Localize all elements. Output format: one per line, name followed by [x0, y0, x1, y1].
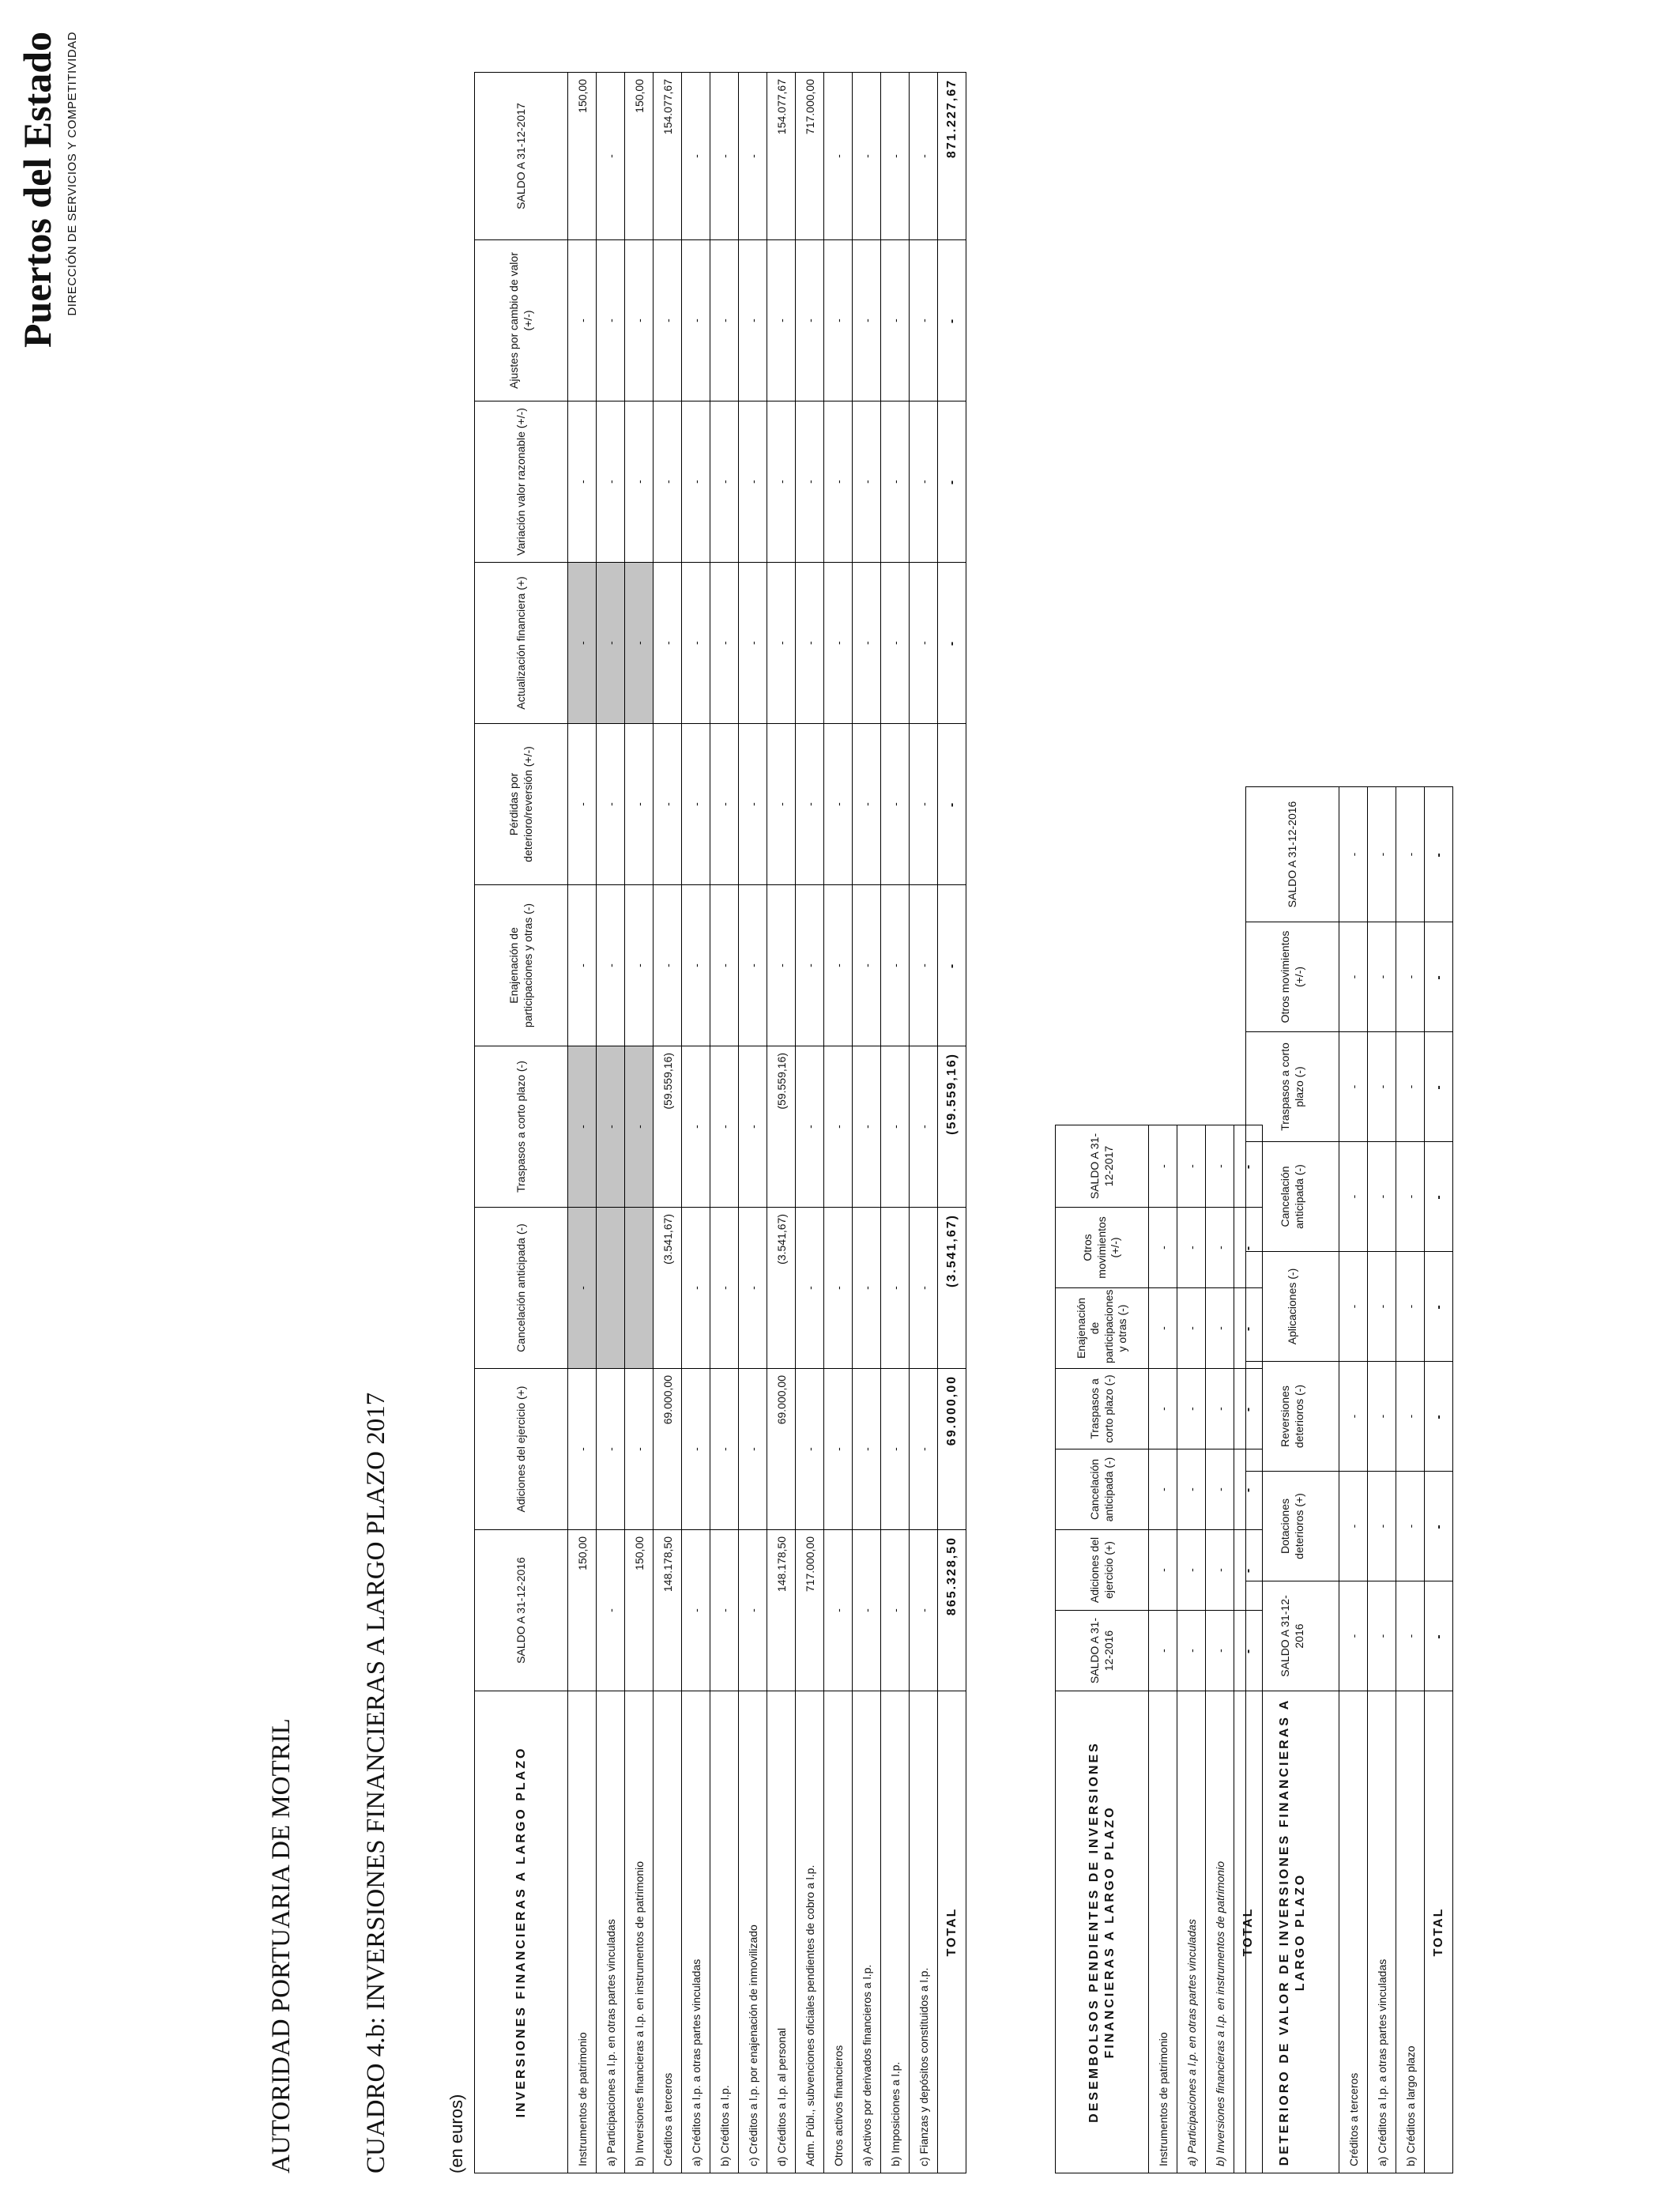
table-row [881, 73, 910, 2173]
total-cell: - [938, 885, 966, 1046]
table-row [853, 73, 881, 2173]
table-cell: - [1177, 1611, 1206, 1691]
total-cell: - [1425, 787, 1453, 922]
authority-name: AUTORIDAD PORTUARIA DE MOTRIL [267, 1718, 296, 2173]
table-cell: 717.000,00 [796, 73, 824, 240]
table-cell: - [1149, 1530, 1177, 1611]
table-cell: - [682, 1208, 710, 1369]
table-cell: - [739, 401, 767, 563]
table-cell: - [1206, 1530, 1234, 1611]
table-cell: - [853, 401, 881, 563]
table-cell: - [682, 73, 710, 240]
table-row [1368, 787, 1396, 2173]
total-cell: - [1425, 1581, 1453, 1691]
table-cell: - [710, 401, 739, 563]
table-cell: - [597, 724, 625, 885]
column-header: Actualización financiera (+) [475, 563, 568, 724]
table-cell: - [597, 240, 625, 401]
total-cell: - [1234, 1449, 1263, 1530]
pending-disbursements-table [1055, 1125, 1263, 2173]
table-cell: - [597, 1530, 625, 1691]
table-cell: - [910, 73, 938, 240]
total-label: TOTAL [1234, 1691, 1263, 2173]
total-cell: - [1425, 922, 1453, 1032]
total-cell: 871.227,67 [938, 73, 966, 240]
table-cell: (59.559,16) [767, 1046, 796, 1208]
table-cell: - [682, 401, 710, 563]
table-cell [625, 1208, 654, 1369]
table-cell: - [853, 1046, 881, 1208]
table-cell: - [910, 401, 938, 563]
table-cell: - [625, 401, 654, 563]
table-cell: - [568, 563, 597, 724]
table-cell: - [853, 73, 881, 240]
table-row [1149, 1125, 1177, 2173]
column-header: Ajustes por cambio de valor (+/-) [475, 240, 568, 401]
table-row [710, 73, 739, 2173]
table-cell: - [568, 1046, 597, 1208]
column-header: SALDO A 31-12-2016 [1056, 1611, 1149, 1691]
table-cell: - [654, 240, 682, 401]
total-cell: 69.000,00 [938, 1369, 966, 1530]
column-header: DETERIORO DE VALOR DE INVERSIONES FINANCIERAS A LARGO PLAZO [1246, 1691, 1339, 2173]
table-cell: 69.000,00 [767, 1369, 796, 1530]
table-cell: - [1396, 1142, 1425, 1252]
table-cell: - [767, 401, 796, 563]
table-cell: - [824, 1046, 853, 1208]
table-cell: - [767, 240, 796, 401]
table-cell: - [853, 885, 881, 1046]
total-label: TOTAL [1425, 1691, 1453, 2173]
table-row [654, 73, 682, 2173]
table-cell: - [796, 724, 824, 885]
table-cell: - [568, 240, 597, 401]
row-label: b) Inversiones financieras a l.p. en instrumentos de patrimonio [1206, 1691, 1234, 2173]
table-cell: - [682, 885, 710, 1046]
column-header: Adiciones del ejercicio (+) [1056, 1530, 1149, 1611]
table-cell: - [739, 1369, 767, 1530]
column-header: Otros movimientos (+/-) [1246, 922, 1339, 1032]
table-cell: - [682, 1530, 710, 1691]
table-cell: - [1368, 1032, 1396, 1142]
table-cell: - [568, 401, 597, 563]
table-cell: - [853, 563, 881, 724]
table-cell: - [1368, 1472, 1396, 1581]
column-header: Otros movimientos (+/-) [1056, 1208, 1149, 1288]
table-cell: - [1149, 1288, 1177, 1369]
column-header: DESEMBOLSOS PENDIENTES DE INVERSIONES FINANCIERAS A LARGO PLAZO [1056, 1691, 1149, 2173]
total-cell: - [938, 240, 966, 401]
table-cell: - [1396, 787, 1425, 922]
total-cell: - [938, 401, 966, 563]
table-cell: 148.178,50 [654, 1530, 682, 1691]
row-label: b) Créditos a l.p. [710, 1691, 739, 2173]
table-cell: - [1396, 1581, 1425, 1691]
column-header: Traspasos a corto plazo (-) [1056, 1369, 1149, 1449]
table-cell: - [654, 401, 682, 563]
table-cell: - [739, 1208, 767, 1369]
table-cell: - [739, 240, 767, 401]
row-label: b) Inversiones financieras a l.p. en instrumentos de patrimonio [625, 1691, 654, 2173]
table-cell: - [767, 563, 796, 724]
table-cell: - [824, 1208, 853, 1369]
table-cell: - [1368, 1252, 1396, 1362]
table-cell: - [1368, 787, 1396, 922]
table-cell: - [597, 563, 625, 724]
table-cell: - [1396, 1252, 1425, 1362]
table-cell: - [1206, 1125, 1234, 1208]
total-cell: - [1234, 1208, 1263, 1288]
table-cell: - [682, 724, 710, 885]
table-cell: - [597, 73, 625, 240]
table-row [1396, 787, 1425, 2173]
table-cell: - [739, 73, 767, 240]
long-term-investments-table [474, 72, 966, 2173]
table-cell: - [853, 1208, 881, 1369]
column-header: Variación valor razonable (+/-) [475, 401, 568, 563]
table-cell: - [910, 563, 938, 724]
table-cell: - [796, 1369, 824, 1530]
table-cell: - [1368, 922, 1396, 1032]
table-cell: - [568, 1369, 597, 1530]
row-label: a) Créditos a l.p. a otras partes vinculadas [1368, 1691, 1396, 2173]
table-cell: - [1339, 1142, 1368, 1252]
table-row [1339, 787, 1368, 2173]
column-header: Reversiones deterioros (-) [1246, 1362, 1339, 1472]
table-cell: - [710, 563, 739, 724]
table-cell: - [824, 73, 853, 240]
table-cell: - [1177, 1208, 1206, 1288]
table-cell: 717.000,00 [796, 1530, 824, 1691]
row-label: Instrumentos de patrimonio [568, 1691, 597, 2173]
table-cell: - [739, 885, 767, 1046]
table-cell: (3.541,67) [654, 1208, 682, 1369]
total-cell: - [1425, 1142, 1453, 1252]
row-label: Créditos a terceros [1339, 1691, 1368, 2173]
table-cell: 154.077,67 [767, 73, 796, 240]
column-header: SALDO A 31-12-2016 [1246, 787, 1339, 922]
row-label: Instrumentos de patrimonio [1149, 1691, 1177, 2173]
table-row [796, 73, 824, 2173]
table-cell: - [824, 240, 853, 401]
table-cell: - [881, 1530, 910, 1691]
table-cell: 148.178,50 [767, 1530, 796, 1691]
table-cell: - [625, 885, 654, 1046]
table-cell: - [910, 1530, 938, 1691]
table-cell: - [910, 1046, 938, 1208]
row-label: Otros activos financieros [824, 1691, 853, 2173]
total-cell: - [1234, 1288, 1263, 1369]
table-cell: - [796, 563, 824, 724]
table-cell: - [1339, 1472, 1368, 1581]
table-cell: - [625, 563, 654, 724]
row-label: d) Créditos a l.p. al personal [767, 1691, 796, 2173]
table-cell: - [824, 1369, 853, 1530]
table-cell: - [853, 1530, 881, 1691]
table-cell: - [824, 724, 853, 885]
table-cell: 150,00 [568, 73, 597, 240]
table-cell: - [682, 1369, 710, 1530]
table-cell: - [881, 885, 910, 1046]
table-cell: - [853, 1369, 881, 1530]
brand-subtitle: DIRECCIÓN DE SERVICIOS Y COMPETITIVIDAD [66, 32, 79, 316]
row-label: c) Créditos a l.p. por enajenación de inmovilizado [739, 1691, 767, 2173]
table-cell: - [881, 1369, 910, 1530]
table-cell: - [710, 240, 739, 401]
table-cell: - [1206, 1369, 1234, 1449]
table-row [910, 73, 938, 2173]
table-row [625, 73, 654, 2173]
table-cell: - [1368, 1581, 1396, 1691]
table-cell: - [568, 724, 597, 885]
total-cell: - [1234, 1611, 1263, 1691]
total-cell: (59.559,16) [938, 1046, 966, 1208]
column-header: Enajenación de participaciones y otras (-) [475, 885, 568, 1046]
table-cell: - [796, 401, 824, 563]
table-cell: - [654, 724, 682, 885]
row-label: b) Imposiciones a l.p. [881, 1691, 910, 2173]
total-cell: - [1234, 1125, 1263, 1208]
table-cell: - [1177, 1530, 1206, 1611]
table-cell: - [1339, 1032, 1368, 1142]
table-cell: - [796, 1046, 824, 1208]
table-cell: - [597, 1046, 625, 1208]
table-cell: - [1149, 1611, 1177, 1691]
table-cell: - [824, 885, 853, 1046]
total-cell: - [1425, 1032, 1453, 1142]
column-header: Cancelación anticipada (-) [1056, 1449, 1149, 1530]
table-cell: - [654, 885, 682, 1046]
table-cell: - [682, 240, 710, 401]
table-cell: - [796, 1208, 824, 1369]
row-label: a) Créditos a l.p. a otras partes vinculadas [682, 1691, 710, 2173]
table-cell: - [1149, 1449, 1177, 1530]
table-cell: 69.000,00 [654, 1369, 682, 1530]
table-cell: - [597, 401, 625, 563]
total-cell: - [1234, 1369, 1263, 1449]
brand-name: Puertos del Estado [15, 32, 59, 348]
table-cell: - [824, 401, 853, 563]
row-label: Adm. Públ., subvenciones oficiales pendientes de cobro a l.p. [796, 1691, 824, 2173]
table-cell: - [739, 563, 767, 724]
table-cell: 150,00 [625, 73, 654, 240]
total-cell: - [938, 563, 966, 724]
column-header: Enajenación de participaciones y otras (-) [1056, 1288, 1149, 1369]
table-cell: - [1368, 1142, 1396, 1252]
total-cell: - [1425, 1472, 1453, 1581]
total-cell: - [1425, 1252, 1453, 1362]
brand-block [16, 32, 79, 348]
table-cell: - [1206, 1208, 1234, 1288]
table-cell: - [910, 240, 938, 401]
table-cell: - [881, 563, 910, 724]
table-cell: - [881, 1046, 910, 1208]
table-cell: - [625, 1046, 654, 1208]
table-cell: - [1396, 1362, 1425, 1472]
table-cell: - [597, 885, 625, 1046]
table-cell: - [1339, 1362, 1368, 1472]
table-cell: - [1149, 1369, 1177, 1449]
table-row [597, 73, 625, 2173]
table-cell: 154.077,67 [654, 73, 682, 240]
row-label: b) Créditos a largo plazo [1396, 1691, 1425, 2173]
table-header-row [475, 73, 568, 2173]
total-row [938, 73, 966, 2173]
table-cell: - [1339, 1252, 1368, 1362]
table-cell: - [682, 563, 710, 724]
table-cell: - [910, 885, 938, 1046]
table-row [1206, 1125, 1234, 2173]
table-cell: - [1177, 1288, 1206, 1369]
table-cell: 150,00 [625, 1530, 654, 1691]
table-cell: - [796, 885, 824, 1046]
table-cell: - [710, 1530, 739, 1691]
table-cell: - [910, 1208, 938, 1369]
table-header-row [1056, 1125, 1149, 2173]
column-header: SALDO A 31-12-2017 [1056, 1125, 1149, 1208]
table-cell: - [881, 240, 910, 401]
table-cell: - [910, 1369, 938, 1530]
table-cell: - [1339, 787, 1368, 922]
column-header: Cancelación anticipada (-) [475, 1208, 568, 1369]
table-cell: - [1177, 1369, 1206, 1449]
row-label: a) Activos por derivados financieros a l.p. [853, 1691, 881, 2173]
table-cell: - [625, 724, 654, 885]
impairment-table [1245, 786, 1453, 2173]
total-row [1425, 787, 1453, 2173]
table-cell: - [767, 885, 796, 1046]
table-cell: - [710, 73, 739, 240]
table-cell: - [796, 240, 824, 401]
table-header-row [1246, 787, 1339, 2173]
total-cell: 865.328,50 [938, 1530, 966, 1691]
table-cell: - [1177, 1449, 1206, 1530]
total-cell: (3.541,67) [938, 1208, 966, 1369]
total-cell: - [1234, 1530, 1263, 1611]
total-cell: - [1425, 1362, 1453, 1472]
column-header: Traspasos a corto plazo (-) [475, 1046, 568, 1208]
table-cell: - [1339, 1581, 1368, 1691]
column-header: Aplicaciones (-) [1246, 1252, 1339, 1362]
table-cell: - [568, 885, 597, 1046]
table-cell: (3.541,67) [767, 1208, 796, 1369]
table-row [1177, 1125, 1206, 2173]
table-cell: - [625, 240, 654, 401]
column-header: Adiciones del ejercicio (+) [475, 1369, 568, 1530]
table-cell: - [881, 73, 910, 240]
table-cell: - [1396, 1472, 1425, 1581]
table-cell: - [597, 1369, 625, 1530]
table-cell: - [1149, 1208, 1177, 1288]
table-cell: - [1177, 1125, 1206, 1208]
column-header: SALDO A 31-12-2016 [475, 1530, 568, 1691]
table-cell: - [710, 1369, 739, 1530]
table-cell: - [739, 1046, 767, 1208]
column-header: Traspasos a corto plazo (-) [1246, 1032, 1339, 1142]
table-cell: - [767, 724, 796, 885]
table-cell: - [682, 1046, 710, 1208]
column-header: SALDO A 31-12-2016 [1246, 1581, 1339, 1691]
column-header: Cancelación anticipada (-) [1246, 1142, 1339, 1252]
row-label: Créditos a terceros [654, 1691, 682, 2173]
table-cell: - [824, 563, 853, 724]
table-cell: - [1149, 1125, 1177, 1208]
table-cell: - [853, 240, 881, 401]
units-note: (en euros) [446, 2094, 466, 2173]
table-row [767, 73, 796, 2173]
table-cell: - [710, 724, 739, 885]
table-cell: - [1206, 1449, 1234, 1530]
table-row [739, 73, 767, 2173]
table-cell: - [739, 1530, 767, 1691]
table-cell: - [1339, 922, 1368, 1032]
row-label: c) Fianzas y depósitos constituidos a l.p. [910, 1691, 938, 2173]
total-cell: - [938, 724, 966, 885]
table-cell: - [710, 1208, 739, 1369]
row-label: a) Participaciones a l.p. en otras partes vinculadas [597, 1691, 625, 2173]
table-cell: - [910, 724, 938, 885]
table-cell: - [654, 563, 682, 724]
table-cell: (59.559,16) [654, 1046, 682, 1208]
column-header: SALDO A 31-12-2017 [475, 73, 568, 240]
column-header: INVERSIONES FINANCIERAS A LARGO PLAZO [475, 1691, 568, 2173]
table-cell: - [1396, 1032, 1425, 1142]
row-label: a) Participaciones a l.p. en otras partes vinculadas [1177, 1691, 1206, 2173]
table-cell: - [710, 885, 739, 1046]
table-cell [597, 1208, 625, 1369]
table-cell: - [625, 1369, 654, 1530]
table-cell: - [881, 724, 910, 885]
document-title: CUADRO 4.b: INVERSIONES FINANCIERAS A LARGO PLAZO 2017 [362, 1392, 390, 2173]
table-cell: - [1396, 922, 1425, 1032]
table-cell: - [568, 1208, 597, 1369]
table-cell: - [739, 724, 767, 885]
table-cell: - [853, 724, 881, 885]
table-cell: - [1368, 1362, 1396, 1472]
table-cell: - [710, 1046, 739, 1208]
table-row [682, 73, 710, 2173]
total-label: TOTAL [938, 1691, 966, 2173]
column-header: Pérdidas por deterioro/reversión (+/-) [475, 724, 568, 885]
table-cell: - [1206, 1288, 1234, 1369]
table-cell: - [881, 401, 910, 563]
table-cell: 150,00 [568, 1530, 597, 1691]
table-cell: - [1206, 1611, 1234, 1691]
table-cell: - [881, 1208, 910, 1369]
table-row [824, 73, 853, 2173]
column-header: Dotaciones deterioros (+) [1246, 1472, 1339, 1581]
table-cell: - [824, 1530, 853, 1691]
table-row [568, 73, 597, 2173]
